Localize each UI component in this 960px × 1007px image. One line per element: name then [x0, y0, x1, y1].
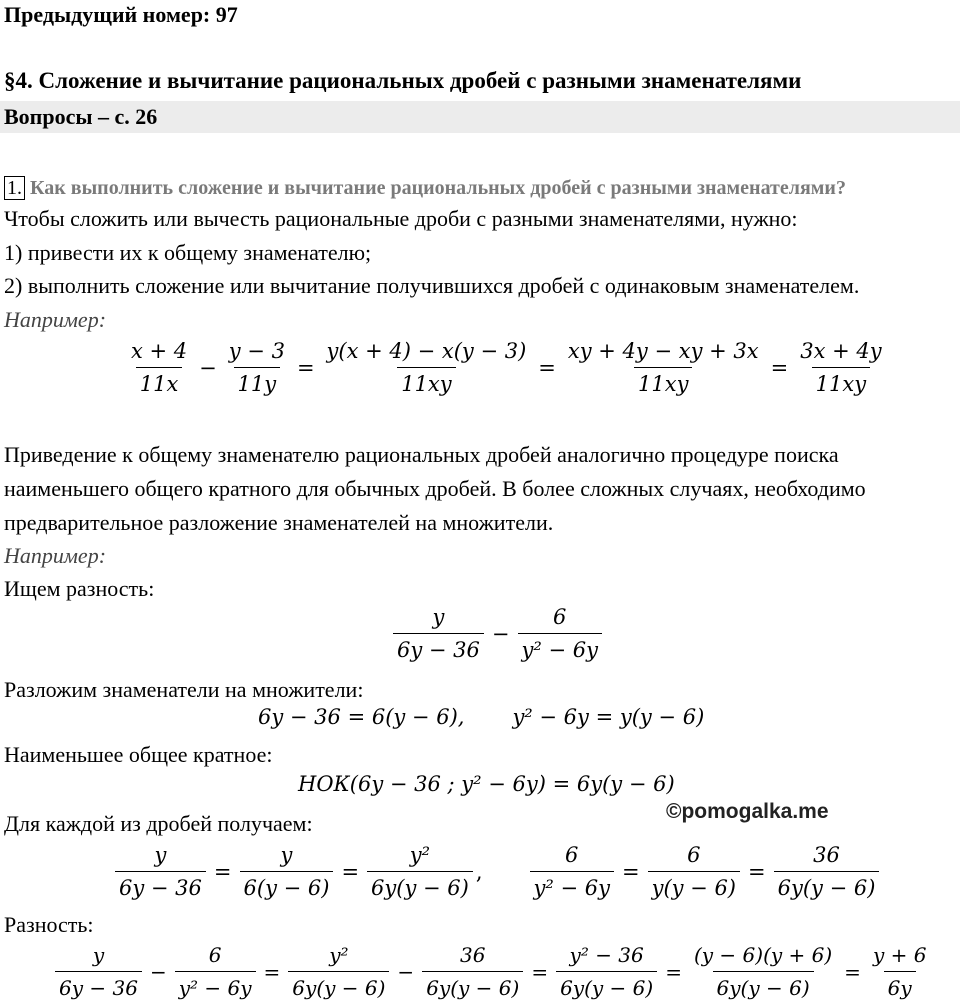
fraction-denominator: 6y − 36 — [55, 971, 142, 1001]
example-label-2: Например: — [4, 543, 107, 568]
factor-label: Разложим знаменатели на множители: — [4, 677, 364, 702]
fraction-denominator: 6y — [884, 971, 916, 1001]
equation-4: НОК(6y − 36 ; y² − 6y) = 6y(y − 6) — [298, 772, 675, 796]
question-line — [4, 172, 846, 203]
fraction-numerator: xy + 4y − xy + 3x — [567, 339, 759, 363]
equation-2: $\frac{y}{6y - 36}$ − $\frac{6}{\text{y² − 6y}}$ — [390, 604, 605, 663]
fraction-numerator: y² — [409, 843, 431, 867]
fraction-numerator: 36 — [460, 943, 486, 967]
watermark: ©pomogalka.me — [666, 800, 829, 823]
fraction-denominator: 6y − 36 — [393, 633, 484, 663]
fraction-numerator: 36 — [813, 843, 840, 867]
paragraph-2b: наименьшего общего кратного для обычных дробей. В более сложных случаях, необходимо — [4, 476, 866, 501]
find-difference-label: Ищем разность: — [4, 576, 155, 601]
fraction-numerator: 6 — [553, 605, 567, 629]
fraction-numerator: 3x + 4y — [800, 339, 882, 363]
equation-3 — [258, 705, 704, 729]
fraction-denominator: y² − 6y — [530, 871, 614, 901]
fraction-denominator: 11x — [136, 367, 183, 397]
previous-number-link[interactable]: Предыдущий номер: 97 — [4, 2, 238, 27]
lcm-label: Наименьшее общее кратное: — [4, 742, 273, 767]
section-title: §4. Сложение и вычитание рациональных дробей с разными знаменателями — [4, 68, 802, 93]
fraction-numerator: 6 — [687, 843, 701, 867]
step-1: 1) привести их к общему знаменателю; — [4, 240, 372, 265]
fraction-denominator: y(y − 6) — [648, 871, 740, 901]
fraction-denominator: 6y(y − 6) — [288, 971, 389, 1001]
difference-label: Разность: — [4, 912, 94, 937]
equation-6: $\frac{y}{6y - 36}$ − $\frac{6}{\text{y² − 6y}}$ = $\frac{\text{y²}}{6y(y - 6)}$ − $\frac{36}{6y(y - 6)}$ = $\frac{\text{y² − 36}}{6y(y - 6)}$ = $\frac{(y - 6)(y + 6)}{6y(y - 6)}$ = $\frac{y + 6}{6y}$ — [52, 942, 933, 1001]
paragraph-2c: предварительное разложение знаменателей на множители. — [4, 510, 554, 535]
question-text: Как выполнить сложение и вычитание рациональных дробей с разными знаменателями? — [30, 177, 846, 199]
fraction-denominator: y² − 6y — [518, 633, 602, 663]
paragraph-1: Чтобы сложить или вычесть рациональные дроби с разными знаменателями, нужно: — [4, 206, 798, 231]
fraction-numerator: y + 6 — [872, 943, 927, 967]
fraction-denominator: 11xy — [812, 367, 870, 397]
equation-1: $\frac{x + 4}{11x}$ − $\frac{y - 3}{11y}$ = $\frac{y(x + 4) - x(y - 3)}{11xy}$ = $\frac{xy + 4y - xy + 3x}{11xy}$ = $\frac{3x + 4y}{11xy}$ — [124, 338, 889, 397]
fraction-denominator: 6y(y − 6) — [422, 971, 523, 1001]
fraction-numerator: y — [92, 943, 105, 967]
fraction-numerator: y — [280, 843, 293, 867]
fraction-numerator: (y − 6)(y + 6) — [693, 943, 833, 967]
equation-5: $\frac{y}{6y - 36}$ = $\frac{y}{6(y - 6)}$ = $\frac{\text{y²}}{6y(y - 6)}$ , $\frac{6}{\text{y² − 6y}}$ = $\frac{6}{y(y - 6)}$ = $\frac{36}{6y(y - 6)}$ — [112, 842, 882, 901]
each-fraction-label: Для каждой из дробей получаем: — [4, 811, 313, 836]
fraction-numerator: 6 — [208, 943, 222, 967]
factor-a: 6y − 36 = 6(y − 6), — [258, 705, 465, 729]
paragraph-2a: Приведение к общему знаменателю рациональных дробей аналогично процедуре поиска — [4, 442, 839, 467]
fraction-numerator: x + 4 — [131, 339, 188, 363]
fraction-numerator: 6 — [565, 843, 579, 867]
fraction-denominator: 11xy — [634, 367, 692, 397]
step-2: 2) выполнить сложение или вычитание получившихся дробей с одинаковым знаменателем. — [4, 273, 860, 298]
fraction-numerator: y(x + 4) − x(y − 3) — [326, 339, 527, 363]
fraction-denominator: 6y(y − 6) — [774, 871, 880, 901]
fraction-denominator: 6(y − 6) — [240, 871, 334, 901]
fraction-denominator: y² − 6y — [175, 971, 256, 1001]
fraction-numerator: y² — [329, 943, 349, 967]
fraction-numerator: y − 3 — [228, 339, 285, 363]
fraction-denominator: 6y(y − 6) — [367, 871, 473, 901]
fraction-numerator: y² − 36 — [569, 943, 644, 967]
fraction-denominator: 11y — [234, 367, 281, 397]
fraction-denominator: 6y − 36 — [115, 871, 206, 901]
questions-heading: Вопросы – с. 26 — [4, 104, 158, 129]
fraction-numerator: y — [154, 843, 167, 867]
fraction-denominator: 11xy — [397, 367, 455, 397]
fraction-denominator: 6y(y − 6) — [556, 971, 657, 1001]
question-number: 1. — [4, 176, 25, 200]
fraction-numerator: y — [432, 605, 445, 629]
factor-b: y² − 6y = y(y − 6) — [512, 705, 705, 729]
fraction-denominator: 6y(y − 6) — [713, 971, 814, 1001]
example-label-1: Например: — [4, 307, 107, 332]
